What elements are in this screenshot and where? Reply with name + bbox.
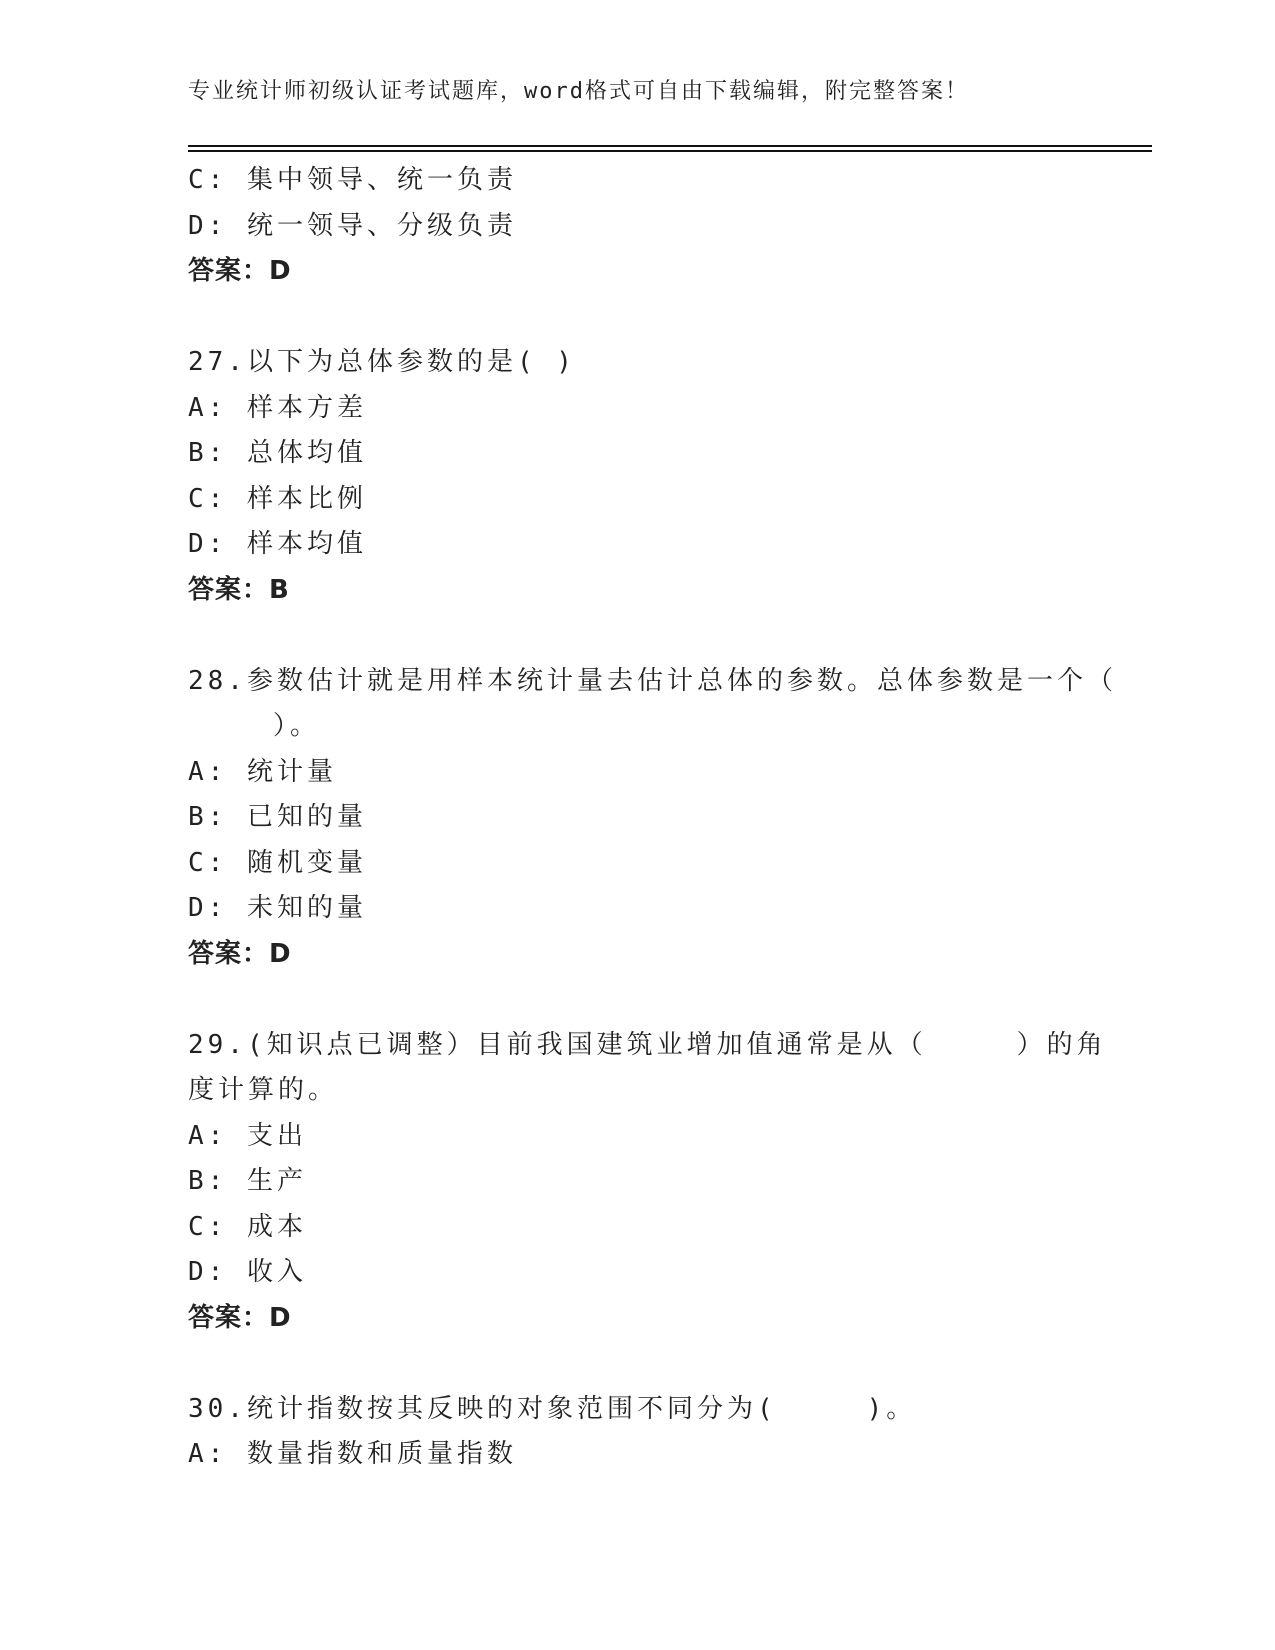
question-stem: 30.统计指数按其反映的对象范围不同分为( )。 <box>188 1393 917 1424</box>
header-rule-bottom <box>188 150 1152 152</box>
option-c: C: 成本 <box>188 1211 307 1242</box>
question-stem-continuation: 度计算的。 <box>188 1075 339 1105</box>
option-b: B: 总体均值 <box>188 438 367 468</box>
option-d: D: 未知的量 <box>188 893 367 923</box>
question-stem: 28.参数估计就是用样本统计量去估计总体的参数。总体参数是一个（ <box>188 665 1117 696</box>
question-content <box>188 158 1117 1478</box>
spacer <box>188 295 1088 341</box>
option-c: C: 样本比例 <box>188 483 367 514</box>
option-b: B: 生产 <box>188 1166 307 1196</box>
answer-line: 答案：D <box>188 256 292 286</box>
option-a: A: 统计量 <box>188 756 337 787</box>
spacer <box>188 613 1088 659</box>
option-d: D: 样本均值 <box>188 529 367 559</box>
answer-line: 答案：D <box>188 1302 292 1333</box>
option-c: C: 集中领导、统一负责 <box>188 165 517 195</box>
spacer <box>188 1341 1088 1387</box>
question-stem: 29.(知识点已调整）目前我国建筑业增加值通常是从（ ）的角 <box>188 1029 1107 1060</box>
header-rule-top <box>188 145 1152 147</box>
question-stem: 27.以下为总体参数的是( ) <box>188 347 576 377</box>
answer-line: 答案：B <box>188 574 290 605</box>
answer-line: 答案：D <box>188 938 292 969</box>
option-a: A: 样本方差 <box>188 392 367 423</box>
option-c: C: 随机变量 <box>188 847 367 878</box>
option-a: A: 数量指数和质量指数 <box>188 1439 517 1469</box>
question-stem-continuation: ）。 <box>273 711 321 741</box>
option-d: D: 收入 <box>188 1257 307 1287</box>
page-header: 专业统计师初级认证考试题库，word格式可自由下载编辑，附完整答案！ <box>188 79 969 104</box>
option-b: B: 已知的量 <box>188 802 367 832</box>
option-d: D: 统一领导、分级负责 <box>188 210 517 241</box>
option-a: A: 支出 <box>188 1120 307 1151</box>
spacer <box>188 977 1088 1023</box>
